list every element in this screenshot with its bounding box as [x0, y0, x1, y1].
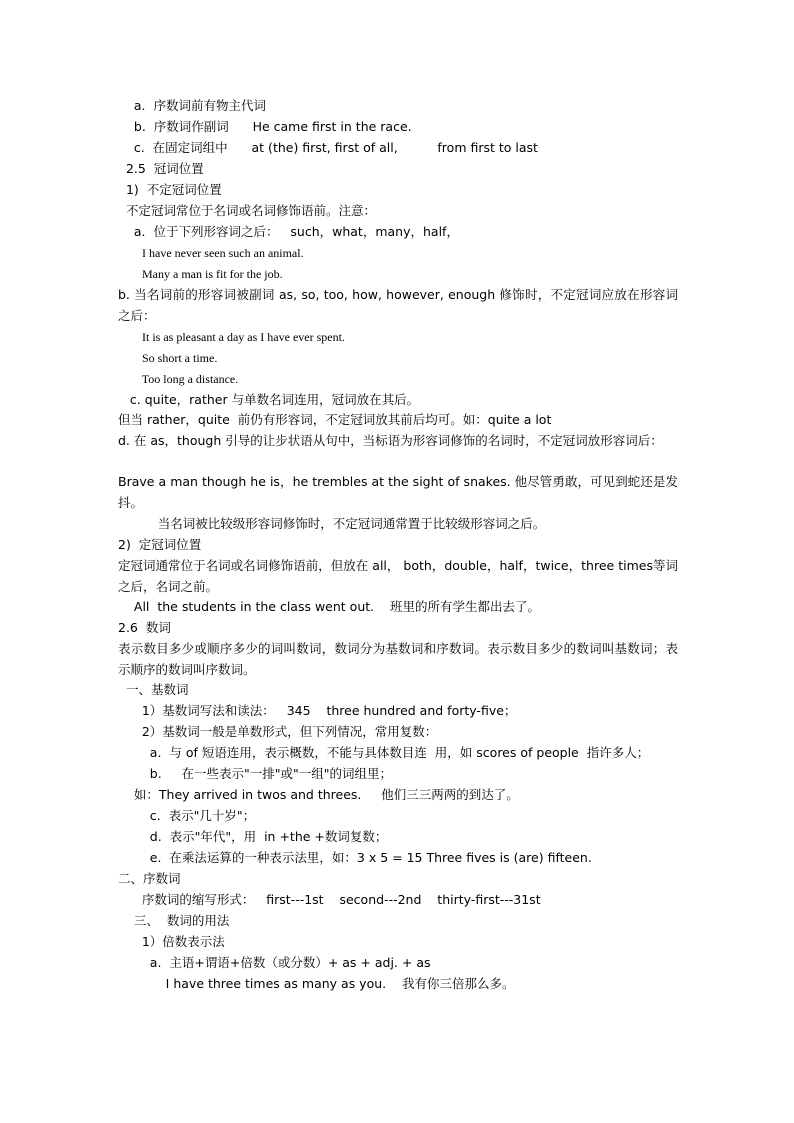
text-line: b. 在一些表示"一排"或"一组"的词组里； — [118, 766, 393, 781]
example-line: 如：They arrived in twos and threes. 他们三三两两的到达了。 — [118, 787, 519, 802]
text-line: 不定冠词常位于名词或名词修饰语前。注意： — [118, 203, 376, 218]
text-paragraph: b. 当名词前的形容词被副词 as, so, too, how, however, enough 修饰时，不定冠词应放在形容词之后： — [118, 287, 678, 323]
text-line: a. 与 of 短语连用，表示概数，不能与具体数目连 用，如 scores of people 指许多人； — [118, 745, 650, 760]
example-line: Too long a distance. — [118, 372, 239, 386]
section-heading: 2.5 冠词位置 — [118, 161, 204, 176]
text-paragraph: d. 在 as，though 引导的让步状语从句中，当标语为形容词修饰的名词时，不定冠词放形容词后： — [118, 433, 663, 448]
example-paragraph: Brave a man though he is，he trembles at the sight of snakes. 他尽管勇敢，可见到蛇还是发抖。 — [118, 474, 678, 510]
example-line: So short a time. — [118, 351, 218, 365]
text-line: 1）基数词写法和读法： 345 three hundred and forty-five； — [118, 703, 517, 718]
text-line: c. quite，rather 与单数名词连用，冠词放在其后。 — [118, 392, 420, 407]
text-line: e. 在乘法运算的一种表示法里，如：3 x 5 = 15 Three fives is (are) fifteen. — [118, 850, 592, 865]
subsection-heading: 三、 数词的用法 — [118, 913, 230, 928]
subsection-heading: 2) 定冠词位置 — [118, 537, 202, 552]
example-line: All the students in the class went out. 班里的所有学生都出去了。 — [118, 599, 541, 614]
text-line: 2）基数词一般是单数形式，但下列情况，常用复数： — [118, 724, 438, 739]
text-line: a. 序数词前有物主代词 — [118, 98, 266, 113]
example-line: It is as pleasant a day as I have ever spent. — [118, 330, 345, 344]
text-line: a. 主语+谓语+倍数（或分数）+ as + adj. + as — [118, 955, 431, 970]
text-line: d. 表示"年代"，用 in +the +数词复数； — [118, 829, 388, 844]
example-line: Many a man is fit for the job. — [118, 267, 283, 281]
example-line: I have three times as many as you. 我有你三倍那么多。 — [118, 976, 515, 991]
example-line: I have never seen such an animal. — [118, 246, 304, 260]
section-heading: 2.6 数词 — [118, 620, 171, 635]
text-paragraph: 表示数目多少或顺序多少的词叫数词，数词分为基数词和序数词。表示数目多少的数词叫基数词；表示顺序的数词叫序数词。 — [118, 641, 678, 677]
text-line: 序数词的缩写形式： first---1st second---2nd thirty-first---31st — [118, 892, 541, 907]
subsection-heading: 一、基数词 — [118, 682, 189, 697]
text-line: 1）倍数表示法 — [118, 934, 225, 949]
text-line: c. 表示"几十岁"； — [118, 808, 256, 823]
subsection-heading: 二、序数词 — [118, 871, 181, 886]
text-paragraph: 定冠词通常位于名词或名词修饰语前，但放在 all， both，double，half，twice，three times等词之后，名词之前。 — [118, 558, 678, 594]
text-line: 但当 rather，quite 前仍有形容词，不定冠词放其前后均可。如：quite a lot — [118, 412, 552, 427]
subsection-heading: 1) 不定冠词位置 — [118, 182, 222, 197]
text-line: c. 在固定词组中 at (the) first, first of all, from first to last — [118, 140, 538, 155]
text-line: 当名词被比较级形容词修饰时，不定冠词通常置于比较级形容词之后。 — [118, 516, 546, 531]
text-line: a. 位于下列形容词之后： such，what，many，half， — [118, 224, 459, 239]
text-line: b. 序数词作副词 He came first in the race. — [118, 119, 412, 134]
